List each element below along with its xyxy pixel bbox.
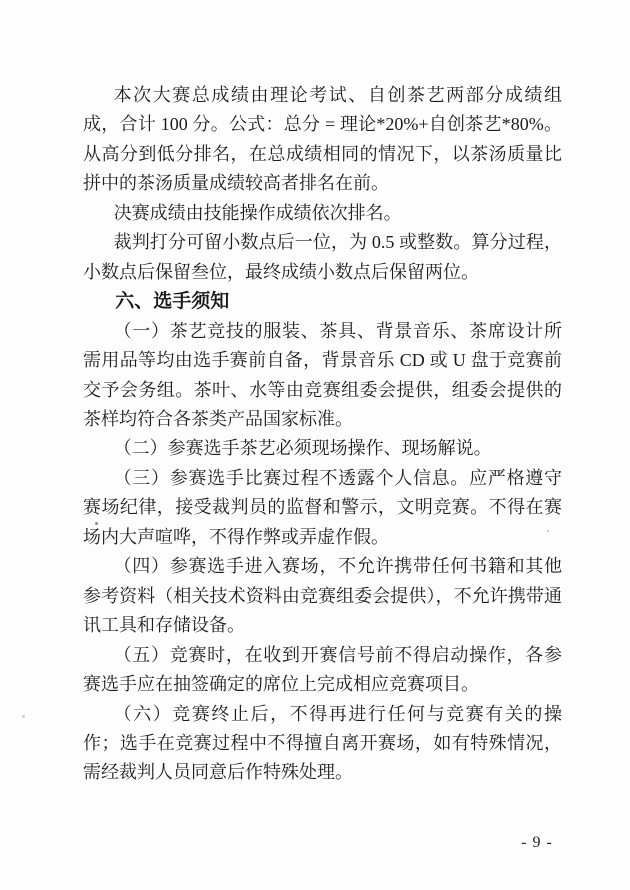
section-heading-contestant-notes: 六、选手须知 bbox=[115, 291, 230, 313]
paragraph-total-score: 本次大赛总成绩由理论考试、自创茶艺两部分成绩组成，合计 100 分。公式：总分 = 理论*20%+自创茶艺*80%。从高分到低分排名，在总成绩相同的情况下，以茶汤质量比拼中的茶汤质量成绩较高者排名在前。 bbox=[83, 85, 562, 194]
scan-speckle bbox=[22, 715, 25, 718]
paragraph-final-ranking: 决赛成绩由技能操作成绩依次排名。 bbox=[113, 202, 402, 223]
note-item-6: （六）竞赛终止后，不得再进行任何与竞赛有关的操作；选手在竞赛过程中不得擅自离开赛场，如有特殊情况，需经裁判人员同意后作特殊处理。 bbox=[83, 703, 562, 783]
page-number: - 9 - bbox=[521, 834, 553, 851]
note-item-1: （一）茶艺竞技的服装、茶具、背景音乐、茶席设计所需用品等均由选手赛前自备，背景音乐 CD 或 U 盘于竞赛前交予会务组。茶叶、水等由竞赛组委会提供，组委会提供的茶样均符合各茶类产品国家标准。 bbox=[83, 320, 562, 429]
paragraph-judge-scoring: 裁判打分可留小数点后一位，为 0.5 或整数。算分过程，小数点后保留叁位，最终成绩小数点后保留两位。 bbox=[83, 232, 562, 282]
note-item-5: （五）竞赛时，在收到开赛信号前不得启动操作，各参赛选手应在抽签确定的席位上完成相应竞赛项目。 bbox=[83, 644, 562, 695]
document-body bbox=[83, 81, 562, 788]
note-item-4: （四）参赛选手进入赛场，不允许携带任何书籍和其他参考资料（相关技术资料由竞赛组委会提供），不允许携带通讯工具和存储设备。 bbox=[83, 556, 562, 636]
note-item-3: （三）参赛选手比赛过程不透露个人信息。应严格遵守赛场纪律，接受裁判员的监督和警示，文明竞赛。不得在赛场内大声喧哗，不得作弊或弄虚作假。 bbox=[83, 467, 562, 547]
note-item-2: （二）参赛选手茶艺必须现场操作、现场解说。 bbox=[113, 438, 492, 459]
